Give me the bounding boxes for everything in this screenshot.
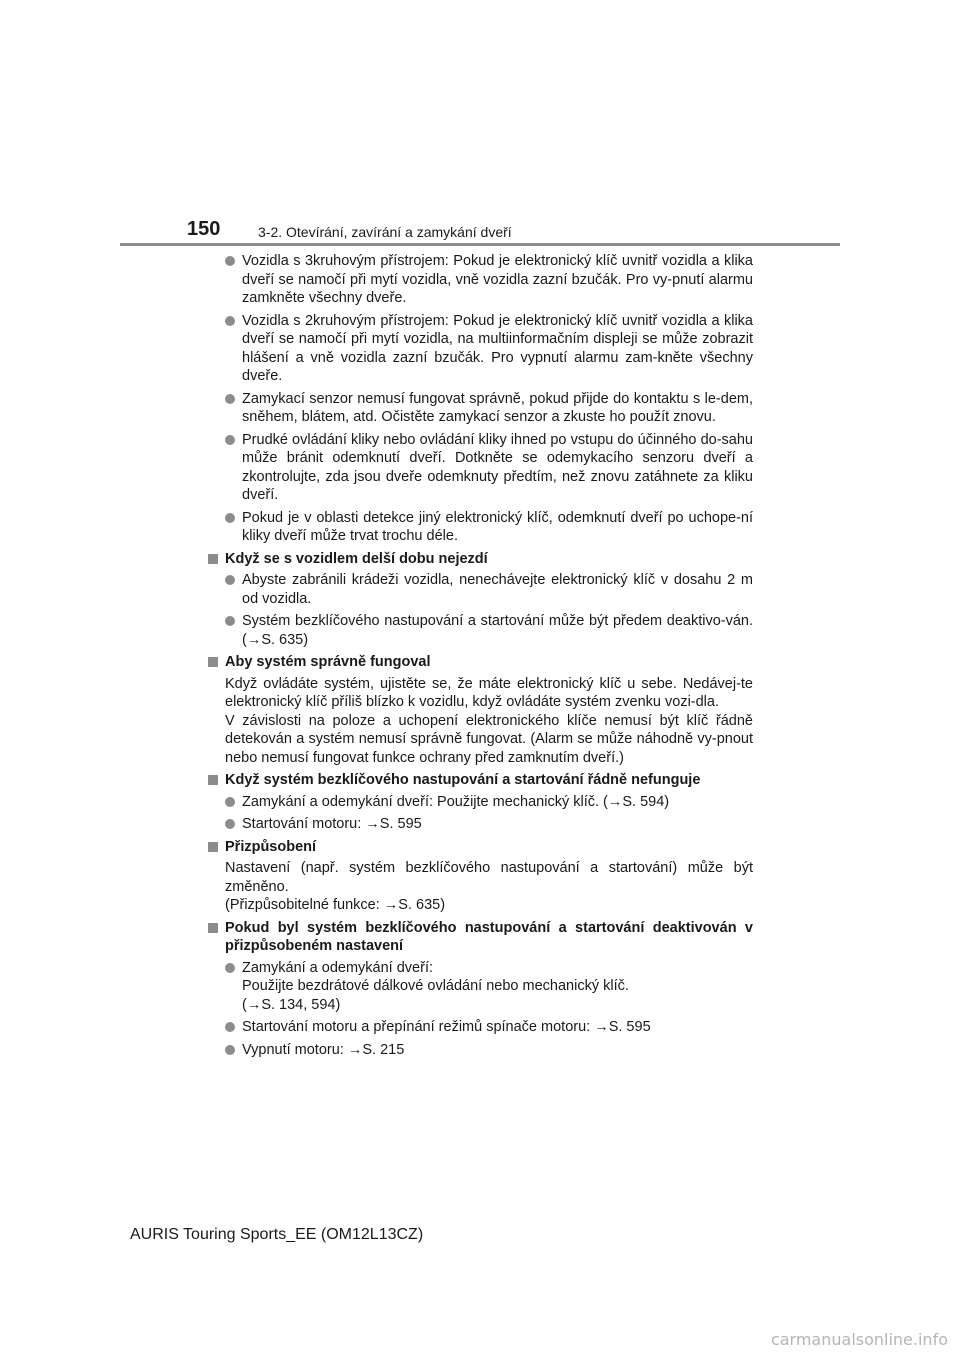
square-bullet-icon [208, 554, 218, 564]
bullet-icon [225, 797, 235, 807]
bullet-item: Pokud je v oblasti detekce jiný elektronický klíč, odemknutí dveří po uchope-ní kliky dveří může trvat trochu déle. [208, 509, 753, 546]
bullet-item: Prudké ovládání kliky nebo ovládání kliky ihned po vstupu do účinného do-sahu může bránit odemknutí dveří. Dotkněte se odemykacího senzoru dveří a zkontrolujte, zda jsou dveře odemknuty předtím, než znovu zatáhnete za kliku dveří. [208, 431, 753, 505]
bullet-item: Systém bezklíčového nastupování a startování může být předem deaktivo-ván. (→S. 635) [208, 612, 753, 649]
section-heading: Aby systém správně fungoval [208, 653, 753, 672]
bullet-item: Vozidla s 2kruhovým přístrojem: Pokud je elektronický klíč uvnitř vozidla a klika dveří se namočí při mytí vozidla, na multiinformačním displeji se může zobrazit hlášení a vně vozidla zazní bzučák. Pro vypnutí alarmu zam-kněte všechny dveře. [208, 312, 753, 386]
bullet-item: Zamykání a odemykání dveří: Použijte bezdrátové dálkové ovládání nebo mechanický klíč. (→S. 134, 594) [208, 959, 753, 1015]
square-bullet-icon [208, 657, 218, 667]
bullet-icon [225, 394, 235, 404]
page-header [0, 0, 960, 250]
section-heading: Když se s vozidlem delší dobu nejezdí [208, 550, 753, 569]
watermark: carmanualsonline.info [770, 1330, 948, 1349]
square-bullet-icon [208, 923, 218, 933]
header-divider [120, 243, 840, 246]
section-heading: Když systém bezklíčového nastupování a startování řádně nefunguje [208, 771, 753, 790]
bullet-icon [225, 1022, 235, 1032]
bullet-icon [225, 1045, 235, 1055]
square-bullet-icon [208, 775, 218, 785]
section-heading: Pokud byl systém bezklíčového nastupování a startování deaktivován v přizpůsobeném nastavení [208, 919, 753, 956]
square-bullet-icon [208, 842, 218, 852]
bullet-icon [225, 256, 235, 266]
paragraph: Když ovládáte systém, ujistěte se, že máte elektronický klíč u sebe. Nedávej-te elektronický klíč příliš blízko k vozidlu, když ovládáte systém zvenku vozi-dla. V závislosti na poloze a uchopení elektronického klíče nemusí být klíč řádně detekován a systém nemusí správně fungovat. (Alarm se může náhodně vy-pnout nebo nemusí fungovat funkce ochrany před zamknutím dveří.) [225, 675, 753, 766]
bullet-item: Abyste zabránili krádeži vozidla, nenechávejte elektronický klíč v dosahu 2 m od vozidla. [208, 571, 753, 608]
paragraph: Nastavení (např. systém bezklíčového nastupování a startování) může být změněno. (Přizpůsobitelné funkce: →S. 635) [225, 860, 753, 913]
bullet-icon [225, 616, 235, 626]
section-title: 3-2. Otevírání, zavírání a zamykání dveří [258, 224, 512, 240]
bullet-icon [225, 316, 235, 326]
bullet-item: Startování motoru a přepínání režimů spínače motoru: →S. 595 [208, 1018, 753, 1037]
bullet-icon [225, 513, 235, 523]
section-heading: Přizpůsobení [208, 838, 753, 857]
bullet-item: Vypnutí motoru: →S. 215 [208, 1041, 753, 1060]
page-content [208, 252, 753, 1063]
bullet-item: Zamykání a odemykání dveří: Použijte mechanický klíč. (→S. 594) [208, 793, 753, 812]
bullet-item: Vozidla s 3kruhovým přístrojem: Pokud je elektronický klíč uvnitř vozidla a klika dveří se namočí při mytí vozidla, vně vozidla zazní bzučák. Pro vy-pnutí alarmu zamkněte všechny dveře. [208, 252, 753, 308]
bullet-icon [225, 819, 235, 829]
bullet-item: Zamykací senzor nemusí fungovat správně, pokud přijde do kontaktu s le-dem, sněhem, blátem, atd. Očistěte zamykací senzor a zkuste ho použít znovu. [208, 390, 753, 427]
footer-model-code: AURIS Touring Sports_EE (OM12L13CZ) [130, 1226, 424, 1243]
bullet-icon [225, 963, 235, 973]
bullet-item: Startování motoru: →S. 595 [208, 815, 753, 834]
page-number: 150 [187, 218, 221, 240]
bullet-icon [225, 575, 235, 585]
bullet-icon [225, 435, 235, 445]
